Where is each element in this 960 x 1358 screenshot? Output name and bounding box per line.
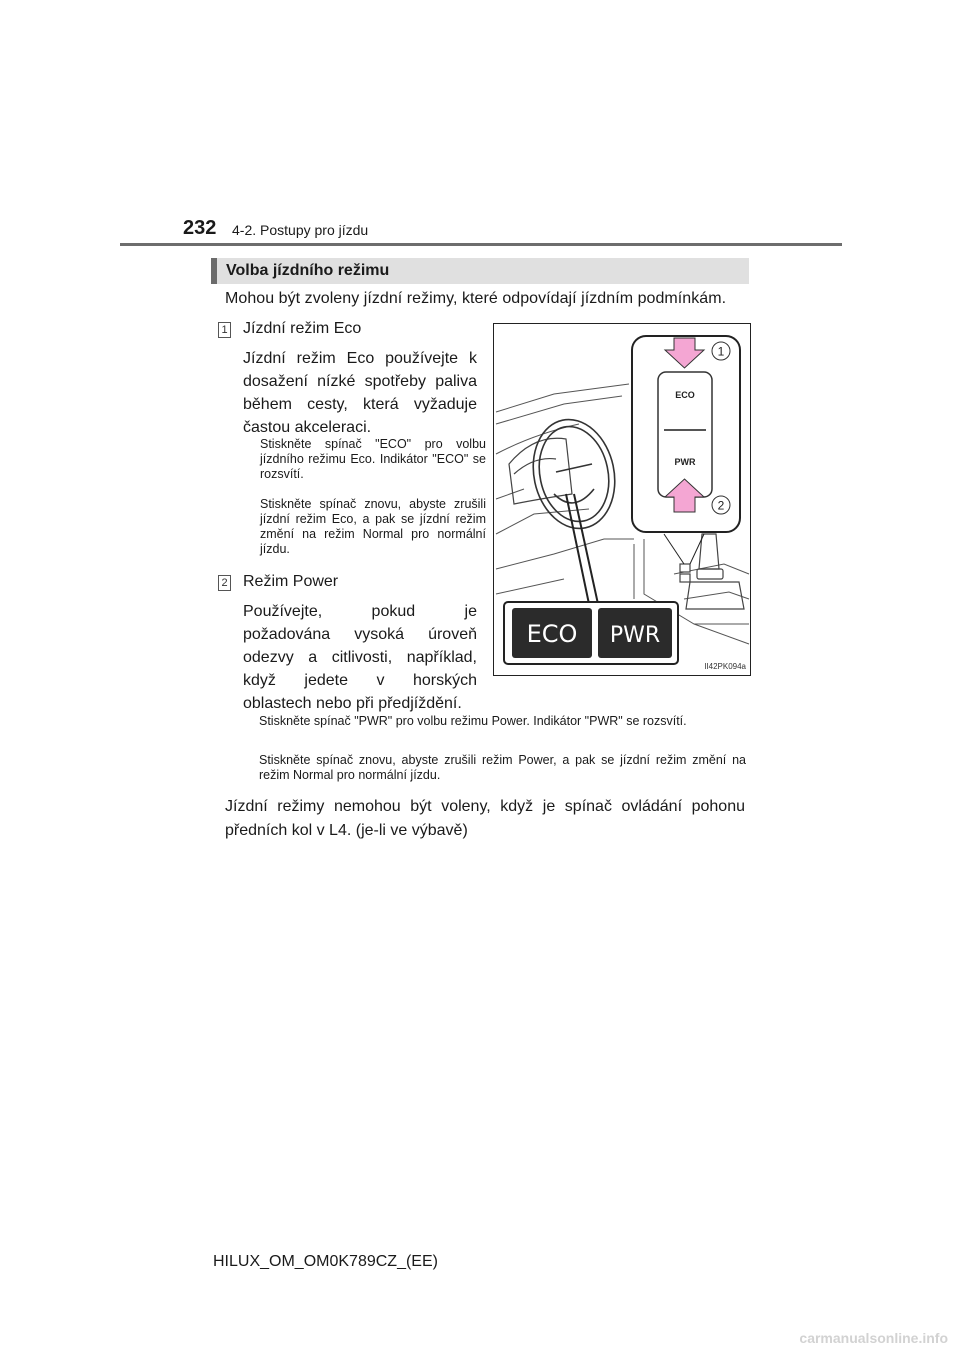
item-title-eco: Jízdní režim Eco xyxy=(243,320,362,337)
pwr-switch-label: PWR xyxy=(674,457,696,467)
document-code: HILUX_OM_OM0K789CZ_(EE) xyxy=(213,1253,438,1270)
page-number: 232 xyxy=(183,217,217,239)
item-number-2: 2 xyxy=(218,575,231,591)
watermark: carmanualsonline.info xyxy=(799,1330,948,1346)
drive-mode-illustration xyxy=(493,323,751,676)
figure-code: II42PK094a xyxy=(704,662,746,671)
item-note-eco-1: Stiskněte spínač "ECO" pro volbu jízdního režimu Eco. Indikátor "ECO" se rozsvítí. xyxy=(260,437,486,481)
item-number-1: 1 xyxy=(218,322,231,338)
cockpit-drawing xyxy=(494,324,750,675)
item-note-power-1: Stiskněte spínač "PWR" pro volbu režimu Power. Indikátor "PWR" se rozsvítí. xyxy=(259,714,687,728)
section-header-bar xyxy=(211,258,217,284)
callout-1: 1 xyxy=(717,344,725,359)
eco-switch-label: ECO xyxy=(675,390,695,400)
eco-indicator-label: ECO xyxy=(526,620,578,648)
section-intro: Mohou být zvoleny jízdní režimy, které odpovídají jízdním podmínkám. xyxy=(225,290,727,307)
item-description-eco: Jízdní režim Eco používejte k dosažení nízké spotřeby paliva během cesty, která vyžaduje častou akceleraci. xyxy=(243,350,477,436)
item-description-power: Používejte, pokud je požadována vysoká úroveň odezvy a citlivosti, například, když jedete v horských oblastech nebo při předjíždění. xyxy=(243,603,477,712)
breadcrumb: 4-2. Postupy pro jízdu xyxy=(232,222,369,238)
section-title: Volba jízdního režimu xyxy=(226,262,390,279)
section-header xyxy=(211,258,749,284)
header-divider xyxy=(120,243,842,246)
pwr-indicator-label: PWR xyxy=(609,623,661,648)
closing-note: Jízdní režimy nemohou být voleny, když je spínač ovládání pohonu předních kol v L4. (je-li ve výbavě) xyxy=(225,798,745,839)
item-note-eco-2: Stiskněte spínač znovu, abyste zrušili jízdní režim Eco, a pak se jízdní režim změní na režim Normal pro normální jízdu. xyxy=(260,497,486,556)
callout-2: 2 xyxy=(717,498,725,513)
item-title-power: Režim Power xyxy=(243,573,339,590)
item-note-power-2: Stiskněte spínač znovu, abyste zrušili režim Power, a pak se jízdní režim změní na režim Normal pro normální jízdu. xyxy=(259,753,746,782)
